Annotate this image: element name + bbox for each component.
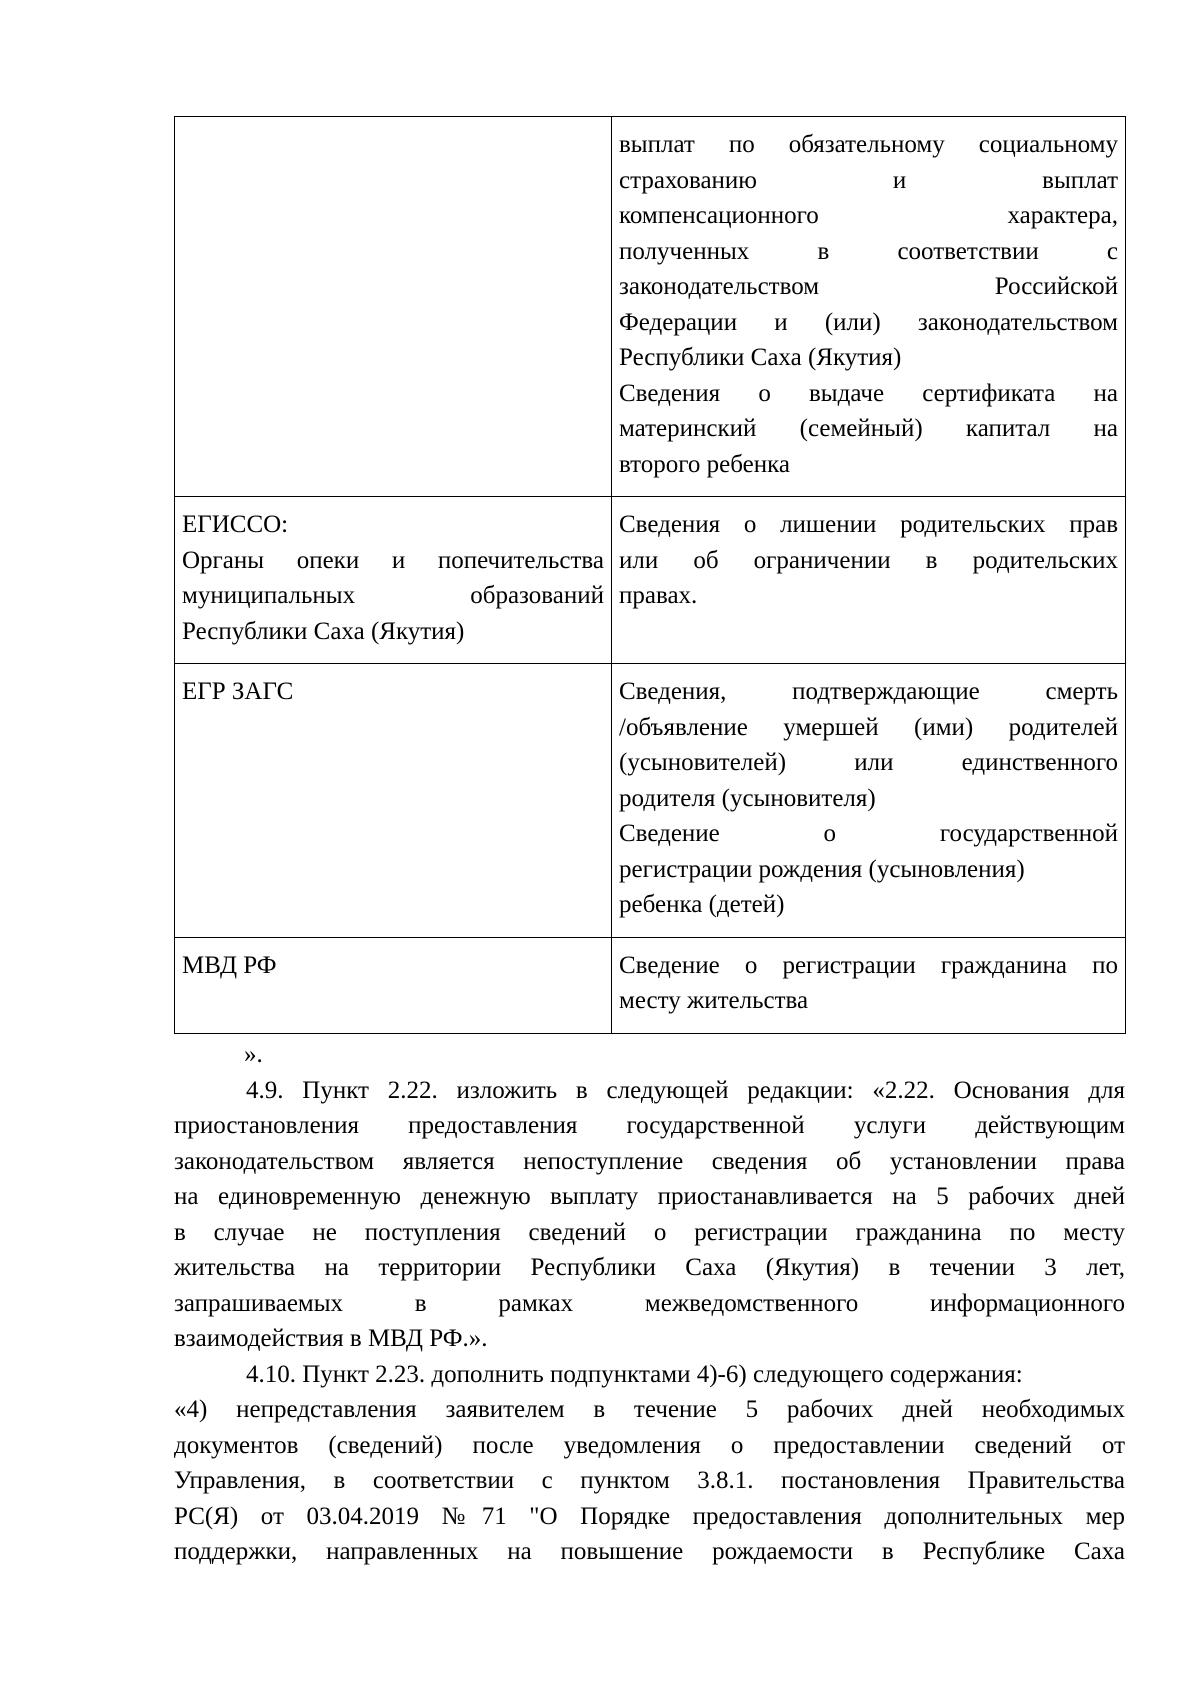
data-sources-table bbox=[174, 116, 1126, 1034]
paragraph-line: поддержки, направленных на повышение рождаемости в Республике Саха bbox=[174, 1538, 1125, 1565]
paragraph-line: документов (сведений) после уведомления о предоставлении сведений от bbox=[174, 1431, 1125, 1459]
cell-line: регистрации рождения (усыновления) bbox=[619, 855, 1025, 883]
cell-line: месту жительства bbox=[619, 987, 809, 1014]
cell-line: страхованию и выплат bbox=[619, 166, 1118, 194]
table-row bbox=[175, 937, 1126, 1033]
paragraph-line: приостановления предоставления государственной услуги действующим bbox=[174, 1112, 1125, 1139]
cell-line: (усыновителей) или единственного bbox=[619, 749, 1118, 776]
cell-line: Сведение о государственной bbox=[619, 820, 1118, 847]
cell-line: /объявление умершей (ими) родителей bbox=[619, 713, 1118, 741]
table-cell-source bbox=[175, 937, 612, 1033]
paragraph-line: «4) непредставления заявителем в течение 5 рабочих дней необходимых bbox=[174, 1396, 1125, 1423]
paragraph-line: законодательством является непоступление сведения об установлении права bbox=[174, 1147, 1125, 1175]
paragraph-4-10 bbox=[174, 1357, 1125, 1570]
cell-line: муниципальных образований bbox=[182, 582, 604, 609]
paragraph-line: запрашиваемых в рамках межведомственного информационного bbox=[174, 1289, 1125, 1317]
cell-line: ЕГИССО: bbox=[182, 511, 289, 538]
paragraph-line: жительства на территории Республики Саха (Якутия) в течении 3 лет, bbox=[174, 1254, 1125, 1281]
cell-line: Сведения, подтверждающие смерть bbox=[619, 678, 1118, 705]
closing-quote: ». bbox=[244, 1041, 263, 1068]
cell-line: Республики Саха (Якутия) bbox=[619, 344, 902, 371]
cell-line: полученных в соответствии с bbox=[619, 237, 1118, 265]
paragraph-line: Управления, в соответствии с пунктом 3.8.1. постановления Правительства bbox=[174, 1467, 1125, 1494]
paragraph-line: 4.9. Пункт 2.22. изложить в следующей редакции: «2.22. Основания для bbox=[246, 1076, 1125, 1104]
cell-line: Сведение о регистрации гражданина по bbox=[619, 951, 1118, 979]
table-cell-source bbox=[175, 117, 612, 497]
table-row bbox=[175, 117, 1126, 497]
paragraph-4-9 bbox=[174, 1073, 1125, 1357]
paragraph-line: в случае не поступления сведений о регистрации гражданина по месту bbox=[174, 1218, 1125, 1246]
table-cell-info bbox=[612, 937, 1126, 1033]
paragraph-line: взаимодействия в МВД РФ.». bbox=[174, 1325, 488, 1352]
cell-line: материнский (семейный) капитал на bbox=[619, 415, 1118, 442]
table-row bbox=[175, 664, 1126, 938]
cell-line: ЕГР ЗАГС bbox=[182, 678, 294, 705]
cell-line: выплат по обязательному социальному bbox=[619, 131, 1118, 158]
paragraph-line: на единовременную денежную выплату приостанавливается на 5 рабочих дней bbox=[174, 1183, 1125, 1210]
cell-line: Федерации и (или) законодательством bbox=[619, 308, 1118, 336]
table-cell-info bbox=[612, 117, 1126, 497]
cell-line: правах. bbox=[619, 582, 698, 609]
table-cell-source bbox=[175, 497, 612, 664]
cell-line: МВД РФ bbox=[182, 951, 277, 979]
cell-line: Сведения о лишении родительских прав bbox=[619, 511, 1118, 538]
table-cell-source bbox=[175, 664, 612, 938]
cell-line: или об ограничении в родительских bbox=[619, 546, 1118, 574]
cell-line: законодательством Российской bbox=[619, 273, 1118, 300]
cell-line: второго ребенка bbox=[619, 450, 790, 478]
paragraph-line: 4.10. Пункт 2.23. дополнить подпунктами 4)-6) следующего содержания: bbox=[246, 1360, 1023, 1388]
cell-line: Республики Саха (Якутия) bbox=[182, 617, 465, 645]
table-cell-info bbox=[612, 497, 1126, 664]
cell-line: родителя (усыновителя) bbox=[619, 784, 876, 812]
table-row bbox=[175, 497, 1126, 664]
cell-line: компенсационного характера, bbox=[619, 202, 1118, 229]
cell-line: ребенка (детей) bbox=[619, 891, 785, 918]
cell-line: Органы опеки и попечительства bbox=[182, 546, 604, 574]
paragraph-line: РС(Я) от 03.04.2019 №71 "О Порядке предоставления дополнительных мер bbox=[174, 1502, 1125, 1530]
cell-line: Сведения о выдаче сертификата на bbox=[619, 379, 1118, 407]
table-cell-info bbox=[612, 664, 1126, 938]
